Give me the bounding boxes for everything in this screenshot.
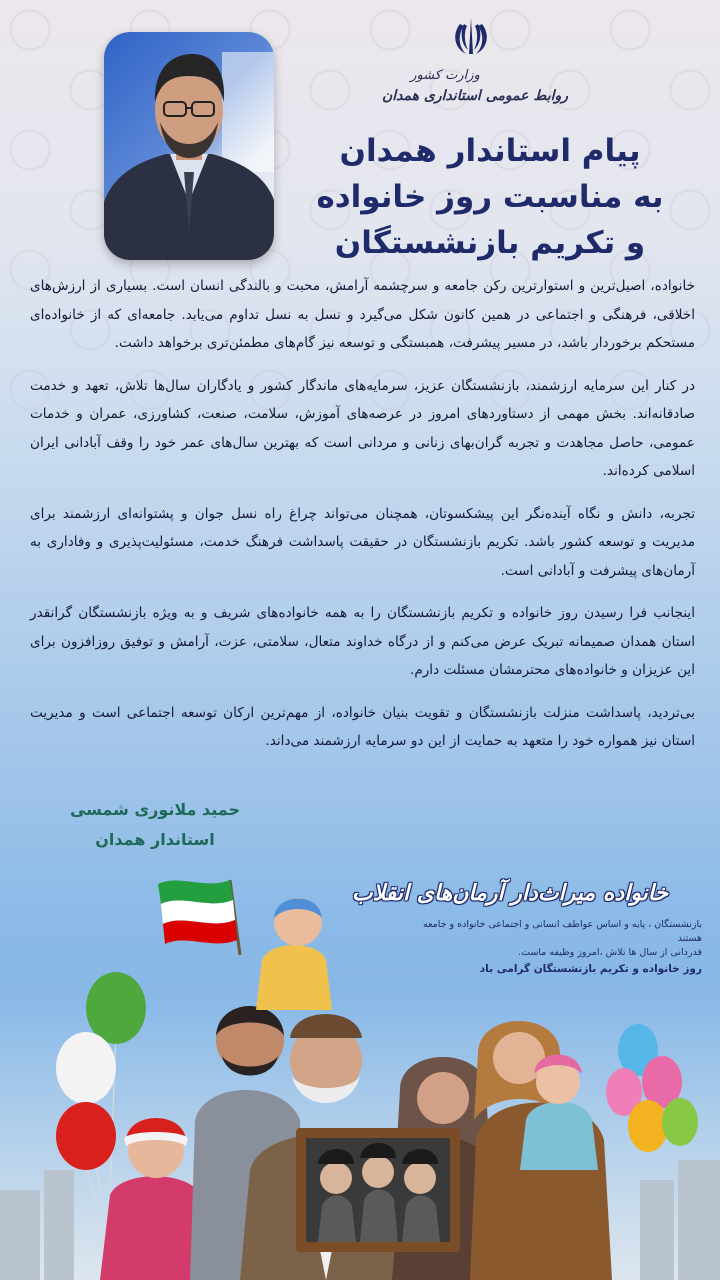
banner-subtext — [420, 912, 702, 976]
message-paragraph: تجربه، دانش و نگاه آینده‌نگر این پیشکسوتان، همچنان می‌تواند چراغ راه نسل جوان و پشتوانه‌ای ارزشمند برای مدیریت و توسعه کشور باشد. تکریم بازنشستگان در حقیقت پاسداشت فرهنگ خدمت، مسئولیت‌پذیری و وفاداری به آرمان‌های پیشرفت و آبادانی است. — [30, 505, 695, 579]
banner-title: خانواده میراث‌دار آرمان‌های انقلاب — [351, 880, 669, 906]
message-paragraph: اینجانب فرا رسیدن روز خانواده و تکریم بازنشستگان را به همه خانواده‌های شریف و به ویژه بازنشستگان گرانقدر استان همدان صمیمانه تبریک عرض می‌کنم و از درگاه خداوند متعال، سلامتی، عزت، آرامش و توفیق روزافزون برای این عزیزان و خانواده‌های محترمشان مسئلت دارم. — [30, 605, 695, 678]
signature — [60, 795, 250, 855]
headline — [300, 128, 680, 266]
ministry-label: وزارت کشور — [410, 68, 480, 83]
iran-emblem-icon — [448, 14, 494, 60]
pr-office-label: روابط عمومی استانداری همدان — [381, 88, 569, 104]
banner-line-1: بازنشستگان ، پایه و اساس عواطف انسانی و اجتماعی خانواده و جامعه هستند — [423, 919, 702, 944]
headline-line-3: و تکریم بازنشستگان — [334, 225, 646, 261]
message-paragraph: خانواده، اصیل‌ترین و استوارترین رکن جامعه و سرچشمه آرامش، محبت و بالندگی انسان است. بسیاری از ارزش‌های اخلاقی، فرهنگی و اجتماعی در همین کانون شکل می‌گیرد و نسل به نسل تداوم می‌یابد. جامعه‌ای که از خانواده‌ای مستحکم برخوردار باشد، در مسیر پیشرفت، همبستگی و توسعه نیز گام‌های مطمئن‌تری برخواهد داشت. — [30, 278, 695, 351]
banner-line-2: قدردانی از سال ها تلاش ،امروز وظیفه ماست. — [518, 947, 702, 958]
message-body — [30, 272, 695, 770]
signature-title: استاندار همدان — [95, 830, 215, 849]
signature-name: حمید ملانوری شمسی — [69, 800, 241, 819]
governor-portrait — [104, 32, 274, 260]
headline-line-2: به مناسبت روز خانواده — [316, 179, 664, 215]
message-paragraph: بی‌تردید، پاسداشت منزلت بازنشستگان و تقویت بنیان خانواده، از مهم‌ترین ارکان توسعه اجتماعی است و مدیریت استان نیز همواره خود را متعهد به حمایت از این دو سرمایه ارزشمند می‌داند. — [30, 704, 695, 749]
message-paragraph: در کنار این سرمایه ارزشمند، بازنشستگان عزیز، سرمایه‌های ماندگار کشور و یادگاران سال‌ها تلاش، تعهد و خدمت صادقانه‌اند. بخش مهمی از دستاوردهای امروز در عرصه‌های آموزش، سلامت، صنعت، کشاورزی، عمران و خدمات عمومی، حاصل مجاهدت و تجربه گران‌بهای زنانی و مردانی است که بهترین سال‌های عمر خود را وقف آبادانی ایران اسلامی کرده‌اند. — [30, 377, 695, 479]
headline-line-1: پیام استاندار همدان — [339, 133, 641, 169]
banner-line-3: روز خانواده و تکریم بازنشستگان گرامی باد — [479, 963, 702, 975]
